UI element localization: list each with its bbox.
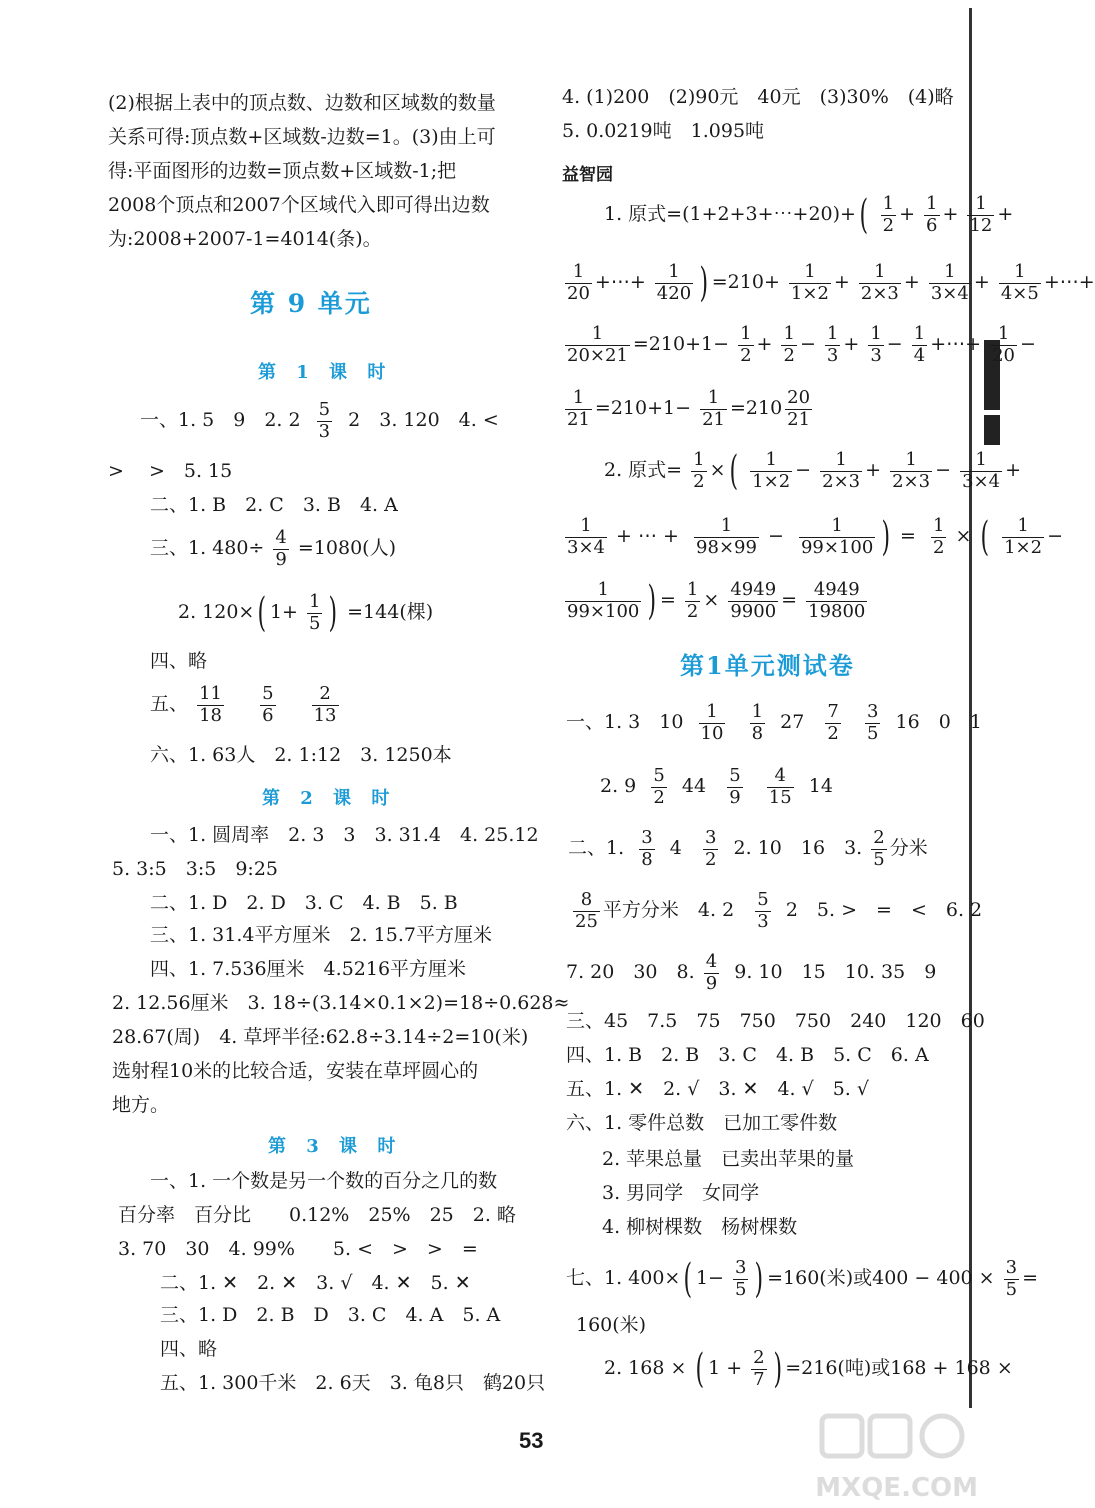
intro-line: 得:平面图形的边数=顶点数+区域数-1;把 bbox=[108, 160, 457, 182]
answer-row: 二、1. B 2. C 3. B 4. A bbox=[150, 494, 398, 516]
fraction: $\frac{1}{3}$ bbox=[870, 323, 882, 366]
formula-row: $\frac{1}{20}$ +⋯+ $\frac{1}{420}$ ) =210+ $\frac{1}{1\times 2}$ + $\frac{1}{2\times 3}$ + $\frac{1}{3\times 4}$ + $\frac{1}{4\times 5}$ +⋯+ bbox=[567, 260, 1095, 307]
answer-text: 五、 bbox=[150, 693, 189, 716]
fraction: $\frac{4}{15}$ bbox=[768, 765, 792, 808]
answer-row: 四、1. 7.536厘米 4.5216平方厘米 bbox=[150, 958, 467, 980]
fraction: $\frac{4}{9}$ bbox=[275, 527, 287, 570]
answer-row: $\frac{8}{25}$ 平方分米 4. 2 $\frac{5}{3}$ 2 5. > = < 6. 2 bbox=[575, 889, 983, 932]
watermark-logo bbox=[782, 1408, 982, 1508]
answer-row: 2. 120×( 1+ $\frac{1}{5}$ ) =144(棵) bbox=[178, 590, 434, 637]
formula-row: $\frac{1}{3\times 4}$ + ⋯ + $\frac{1}{98\times 99}$ − $\frac{1}{99\times 100}$ ) = $\frac{1}{2}$ × ( $\frac{1}{1\times 2}$ − bbox=[567, 514, 1064, 561]
fraction: $\frac{1}{99\times 100}$ bbox=[567, 579, 640, 622]
fraction: $\frac{5}{2}$ bbox=[653, 765, 665, 808]
formula-row: $\frac{1}{20\times 21}$ =210+1− $\frac{1}{2}$ + $\frac{1}{2}$ − $\frac{1}{3}$ + $\frac{1}{3}$ − $\frac{1}{4}$ +⋯+ $\frac{1}{20}$ − bbox=[567, 323, 1036, 366]
formula-row: 1. 原式=(1+2+3+⋯+20)+( $\frac{1}{2}$ + $\frac{1}{6}$ + $\frac{1}{12}$ + bbox=[604, 192, 1014, 239]
formula-row: 七、1. 400×( 1− $\frac{3}{5}$ ) =160(米)或400 − 400 × $\frac{3}{5}$ = bbox=[566, 1256, 1039, 1303]
fraction: $\frac{1}{2\times 3}$ bbox=[822, 449, 861, 492]
answer-text: =144(棵) bbox=[347, 601, 434, 624]
fraction: $\frac{20}{21}$ bbox=[787, 387, 811, 430]
answer-row: 四、略 bbox=[150, 650, 208, 672]
answer-row: 4. (1)200 (2)90元 40元 (3)30% (4)略 bbox=[562, 86, 954, 108]
fraction: $\frac{1}{4}$ bbox=[913, 323, 926, 366]
fraction: $\frac{1}{4\times 5}$ bbox=[1000, 261, 1039, 304]
formula-row: 2. 原式= $\frac{1}{2}$ ×( $\frac{1}{1\times 2}$ − $\frac{1}{2\times 3}$ + $\frac{1}{2\times 3}$ − $\frac{1}{3\times 4}$ + bbox=[604, 448, 1021, 495]
fraction: $\frac{5}{3}$ bbox=[318, 399, 331, 442]
fraction: $\frac{1}{10}$ bbox=[700, 701, 724, 744]
answer-text: 一、1. 5 9 2. 2 bbox=[140, 409, 301, 432]
fraction: $\frac{1}{6}$ bbox=[926, 193, 938, 236]
fraction: $\frac{1}{3\times 4}$ bbox=[962, 449, 1001, 492]
fraction: $\frac{5}{9}$ bbox=[729, 765, 741, 808]
fraction: $\frac{1}{2\times 3}$ bbox=[860, 261, 899, 304]
answer-row: 28.67(周) 4. 草坪半径:62.8÷3.14÷2=10(米) bbox=[112, 1026, 529, 1048]
intro-line: (2)根据上表中的顶点数、边数和区域数的数量 bbox=[108, 92, 496, 114]
answer-text: 2 3. 120 4. < bbox=[348, 409, 499, 432]
edge-tab-mark bbox=[984, 415, 1000, 445]
answer-row: 一、1. 圆周率 2. 3 3 3. 31.4 4. 25.12 bbox=[150, 824, 539, 846]
answer-row: 五、1. ✕ 2. √ 3. ✕ 4. √ 5. √ bbox=[566, 1078, 869, 1100]
fraction: $\frac{3}{5}$ bbox=[735, 1257, 747, 1300]
answer-row: 二、1. $\frac{3}{8}$ 4 $\frac{3}{2}$ 2. 10 16 3. $\frac{2}{5}$ 分米 bbox=[568, 827, 928, 870]
lesson-title: 第 2 课 时 bbox=[262, 788, 397, 809]
answer-row: 四、略 bbox=[160, 1338, 218, 1360]
formula-row: $\frac{1}{21}$ =210+1− $\frac{1}{21}$ =210 $\frac{20}{21}$ bbox=[567, 387, 811, 430]
fraction: $\frac{1}{20}$ bbox=[992, 323, 1015, 366]
fraction: $\frac{7}{2}$ bbox=[827, 701, 839, 744]
fraction: $\frac{4949}{9900}$ bbox=[730, 579, 777, 622]
fraction: $\frac{1}{1\times 2}$ bbox=[1004, 515, 1043, 558]
answer-row: 2. 苹果总量 已卖出苹果的量 bbox=[602, 1148, 855, 1170]
fraction: $\frac{4}{9}$ bbox=[705, 951, 718, 994]
answer-row: 2. 12.56厘米 3. 18÷(3.14×0.1×2)=18÷0.628≈ bbox=[112, 992, 570, 1014]
fraction: $\frac{8}{25}$ bbox=[575, 889, 598, 932]
answer-row bbox=[140, 400, 499, 442]
lesson-title: 第 3 课 时 bbox=[268, 1136, 403, 1157]
fraction: $\frac{1}{20\times 21}$ bbox=[567, 323, 628, 366]
fraction: $\frac{1}{3\times 4}$ bbox=[567, 515, 605, 558]
answer-row: 选射程10米的比较合适，安装在草坪圆心的 bbox=[112, 1060, 479, 1082]
fraction: $\frac{11}{18}$ bbox=[199, 683, 222, 726]
watermark-text: MXQE.COM bbox=[815, 1473, 978, 1503]
fraction: $\frac{1}{8}$ bbox=[751, 701, 764, 744]
fraction: $\frac{1}{2}$ bbox=[932, 515, 945, 558]
answer-row: 3. 男同学 女同学 bbox=[602, 1182, 760, 1204]
fraction: $\frac{5}{6}$ bbox=[262, 683, 274, 726]
answer-row: 5. 0.0219吨 1.095吨 bbox=[562, 120, 765, 142]
fraction: $\frac{3}{8}$ bbox=[641, 827, 653, 870]
fraction: $\frac{3}{5}$ bbox=[867, 701, 879, 744]
answer-row: 二、1. D 2. D 3. C 4. B 5. B bbox=[150, 892, 458, 914]
fraction: $\frac{1}{12}$ bbox=[969, 193, 993, 236]
answer-text: =1080(人) bbox=[297, 537, 397, 560]
answer-row: 地方。 bbox=[112, 1094, 170, 1116]
answer-row: 5. 3:5 3:5 9:25 bbox=[112, 858, 278, 880]
fraction: $\frac{1}{20}$ bbox=[567, 261, 590, 304]
fraction: $\frac{1}{2}$ bbox=[740, 323, 752, 366]
fraction: $\frac{2}{5}$ bbox=[873, 827, 885, 870]
fraction: $\frac{1}{2\times 3}$ bbox=[892, 449, 931, 492]
fraction: $\frac{1}{3}$ bbox=[826, 323, 839, 366]
answer-text: 三、1. 480÷ bbox=[150, 537, 265, 560]
answer-row: 一、1. 一个数是另一个数的百分之几的数 bbox=[150, 1170, 498, 1192]
formula-row: $\frac{1}{99\times 100}$ ) = $\frac{1}{2}$ × $\frac{4949}{9900}$ = $\frac{4949}{19800}$ bbox=[567, 578, 866, 625]
page-number: 53 bbox=[519, 1428, 544, 1453]
answer-row bbox=[150, 684, 342, 726]
answer-row: > > 5. 15 bbox=[108, 460, 233, 482]
unit-title: 第 9 单元 bbox=[250, 289, 372, 318]
fraction: $\frac{2}{13}$ bbox=[313, 683, 337, 726]
answer-row: 五、1. 300千米 2. 6天 3. 龟8只 鹤20只 bbox=[160, 1372, 546, 1394]
intro-line: 为:2008+2007-1=4014(条)。 bbox=[108, 228, 382, 250]
fraction: $\frac{1}{1\times 2}$ bbox=[790, 261, 829, 304]
answer-row: 3. 70 30 4. 99% 5. < > > = bbox=[118, 1238, 478, 1260]
answer-text: 2. 120× bbox=[178, 601, 255, 624]
fraction: $\frac{1}{21}$ bbox=[702, 387, 725, 430]
fraction: $\frac{1}{1\times 2}$ bbox=[752, 449, 791, 492]
fraction: $\frac{1}{420}$ bbox=[656, 261, 692, 304]
formula-row: 2. 168 × ( 1 + $\frac{2}{7}$ ) =216(吨)或168 + 168 × bbox=[604, 1346, 1013, 1393]
answer-text: 1+ bbox=[269, 601, 298, 624]
fraction: $\frac{4949}{19800}$ bbox=[808, 579, 866, 622]
answer-row: 三、1. 31.4平方厘米 2. 15.7平方厘米 bbox=[150, 924, 492, 946]
answer-row: 160(米) bbox=[576, 1314, 647, 1336]
fraction: $\frac{1}{21}$ bbox=[567, 387, 590, 430]
fraction: $\frac{2}{7}$ bbox=[753, 1347, 765, 1390]
answer-row: 六、1. 63人 2. 1:12 3. 1250本 bbox=[150, 744, 452, 766]
intro-line: 2008个顶点和2007个区域代入即可得出边数 bbox=[108, 194, 490, 216]
test-title: 第1单元测试卷 bbox=[680, 651, 855, 680]
fraction: $\frac{3}{5}$ bbox=[1005, 1257, 1018, 1300]
fraction: $\frac{1}{99\times 100}$ bbox=[800, 515, 874, 558]
fraction: $\frac{1}{2}$ bbox=[783, 323, 795, 366]
fraction: $\frac{1}{2}$ bbox=[882, 193, 895, 236]
fraction: $\frac{5}{3}$ bbox=[757, 889, 769, 932]
answer-row: 四、1. B 2. B 3. C 4. B 5. C 6. A bbox=[566, 1044, 929, 1066]
fraction: $\frac{1}{3\times 4}$ bbox=[930, 261, 969, 304]
answer-row: 三、45 7.5 75 750 750 240 120 60 bbox=[566, 1010, 985, 1032]
lesson-title: 第 1 课 时 bbox=[258, 362, 393, 383]
fraction: $\frac{1}{2}$ bbox=[693, 449, 705, 492]
fraction: $\frac{1}{2}$ bbox=[686, 579, 699, 622]
answer-row: 二、1. ✕ 2. ✕ 3. √ 4. ✕ 5. ✕ bbox=[160, 1272, 471, 1294]
fraction: $\frac{1}{98\times 99}$ bbox=[696, 515, 757, 558]
answer-row: 三、1. D 2. B D 3. C 4. A 5. A bbox=[160, 1304, 501, 1326]
section-heading: 益智园 bbox=[562, 165, 613, 185]
intro-line: 关系可得:顶点数+区域数-边数=1。(3)由上可 bbox=[108, 126, 496, 148]
answer-row: 一、1. 3 10 $\frac{1}{10}$ $\frac{1}{8}$ 27 $\frac{7}{2}$ $\frac{3}{5}$ 16 0 1 bbox=[566, 701, 982, 744]
answer-row bbox=[150, 528, 396, 570]
fraction: $\frac{1}{5}$ bbox=[309, 591, 321, 634]
fraction: $\frac{3}{2}$ bbox=[705, 827, 717, 870]
answer-row: 7. 20 30 8. $\frac{4}{9}$ 9. 10 15 10. 35 9 bbox=[566, 951, 937, 994]
answer-row: 4. 柳树棵数 杨树棵数 bbox=[602, 1216, 798, 1238]
answer-row: 六、1. 零件总数 已加工零件数 bbox=[566, 1112, 838, 1134]
answer-row: 2. 9 $\frac{5}{2}$ 44 $\frac{5}{9}$ $\frac{4}{15}$ 14 bbox=[600, 765, 833, 808]
answer-row: 百分率 百分比 0.12% 25% 25 2. 略 bbox=[118, 1204, 516, 1226]
